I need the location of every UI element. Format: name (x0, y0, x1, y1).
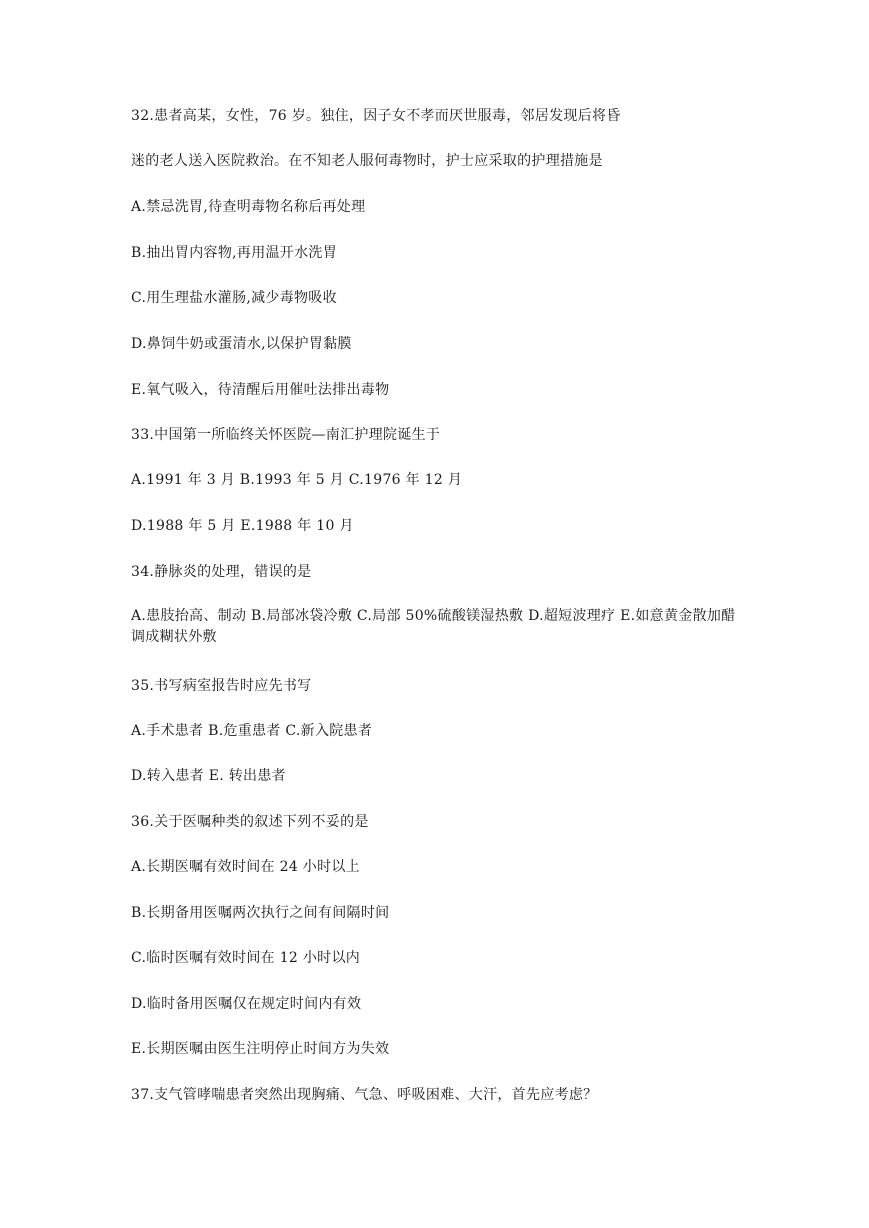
question-35-options-line-1: A.手术患者 B.危重患者 C.新入院患者 (131, 723, 373, 739)
question-36-stem: 36.关于医嘱种类的叙述下列不妥的是 (131, 814, 369, 830)
question-36-option-b: B.长期备用医嘱两次执行之间有间隔时间 (131, 905, 390, 921)
question-36-option-a: A.长期医嘱有效时间在 24 小时以上 (131, 859, 360, 875)
question-34-stem: 34.静脉炎的处理，错误的是 (131, 564, 312, 580)
question-33-options-line-1: A.1991 年 3 月 B.1993 年 5 月 C.1976 年 12 月 (131, 472, 463, 488)
question-35-stem: 35.书写病室报告时应先书写 (131, 678, 312, 694)
question-32-stem-line-2: 迷的老人送入医院救治。在不知老人服何毒物时，护士应采取的护理措施是 (131, 153, 603, 169)
question-32-option-e: E.氧气吸入，待清醒后用催吐法排出毒物 (131, 382, 390, 398)
question-37-stem: 37.支气管哮喘患者突然出现胸痛、气急、呼吸困难、大汗，首先应考虑？ (131, 1087, 598, 1103)
question-32-option-c: C.用生理盐水灌肠,减少毒物吸收 (131, 290, 337, 306)
question-36-option-c: C.临时医嘱有效时间在 12 小时以内 (131, 950, 361, 966)
question-36-option-e: E.长期医嘱由医生注明停止时间方为失效 (131, 1041, 390, 1057)
question-32-option-b: B.抽出胃内容物,再用温开水洗胃 (131, 245, 337, 261)
question-34-options: A.患肢抬高、制动 B.局部冰袋冷敷 C.局部 50%硫酸镁湿热敷 D.超短波理疗 E.如意黄金散加醋调成糊状外敷 (131, 608, 736, 645)
question-32-option-d: D.鼻饲牛奶或蛋清水,以保护胃黏膜 (131, 336, 352, 352)
question-32-option-a: A.禁忌洗胃,待查明毒物名称后再处理 (131, 199, 366, 215)
question-33-options-line-2: D.1988 年 5 月 E.1988 年 10 月 (131, 518, 354, 534)
question-35-options-line-2: D.转入患者 E. 转出患者 (131, 768, 286, 784)
question-32-stem-line-1: 32.患者高某，女性，76 岁。独住，因子女不孝而厌世服毒，邻居发现后将昏 (131, 108, 621, 124)
question-33-stem: 33.中国第一所临终关怀医院—南汇护理院诞生于 (131, 427, 441, 443)
question-36-option-d: D.临时备用医嘱仅在规定时间内有效 (131, 996, 362, 1012)
